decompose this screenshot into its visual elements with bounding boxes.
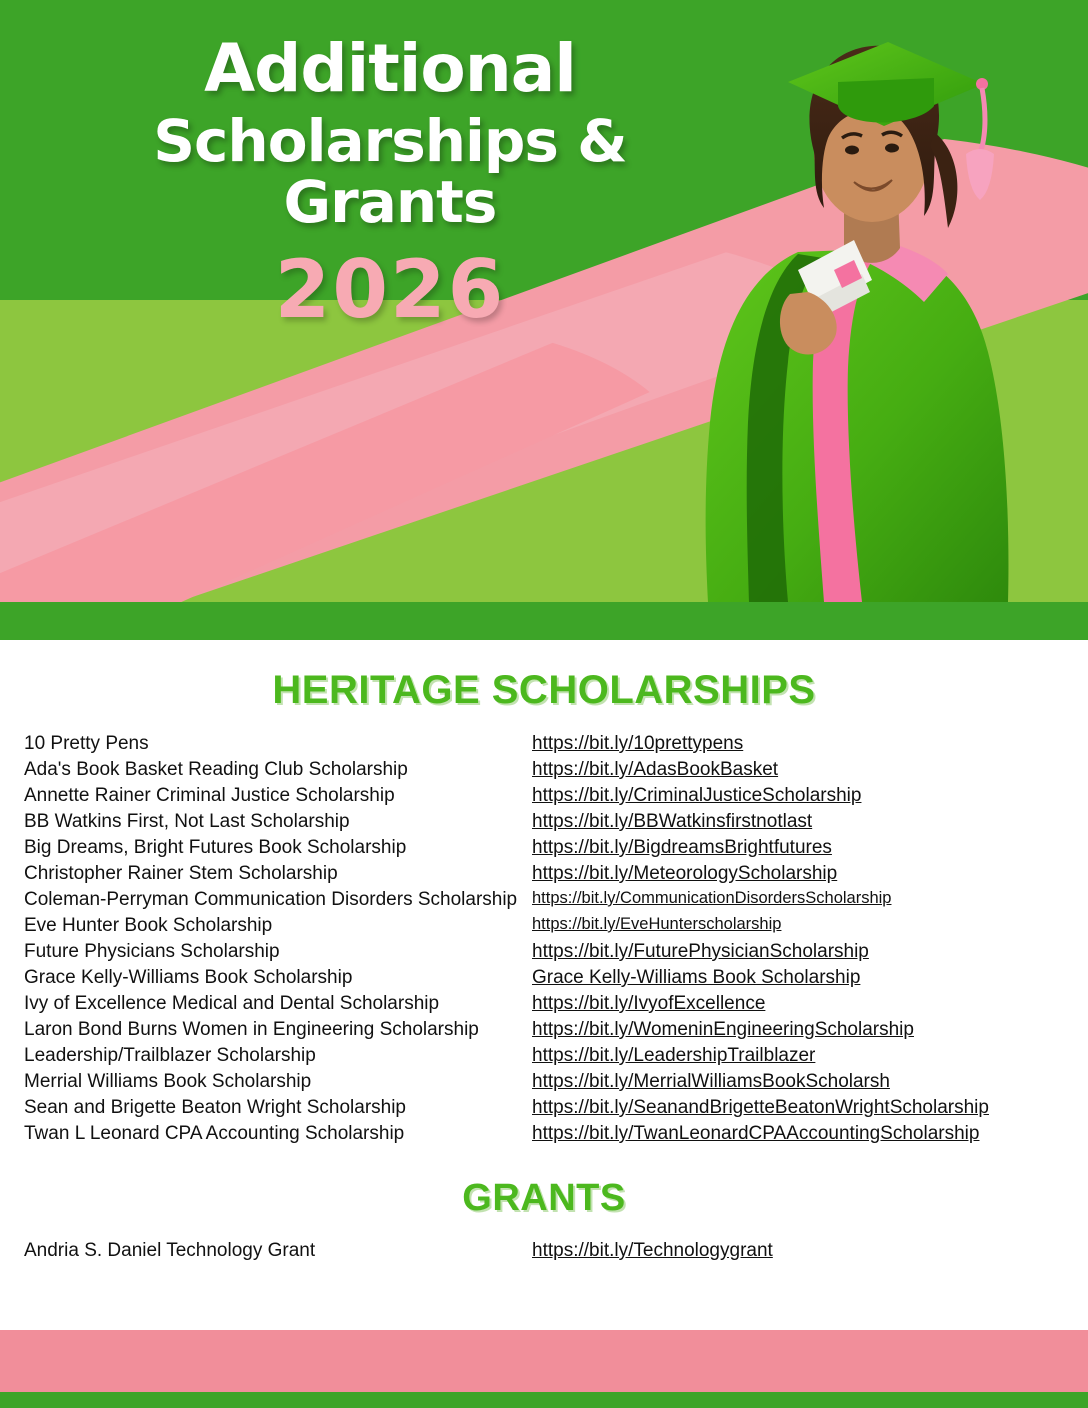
- scholarship-link[interactable]: https://bit.ly/FuturePhysicianScholarship: [532, 941, 869, 962]
- footer-green-bar: [0, 1392, 1088, 1408]
- right-eye: [885, 144, 899, 153]
- scholarship-link[interactable]: https://bit.ly/10prettypens: [532, 733, 744, 754]
- table-row: [24, 1238, 1064, 1264]
- table-row: [24, 757, 1064, 783]
- scholarship-name: Leadership/Trailblazer Scholarship: [24, 1045, 316, 1066]
- scholarship-name: Sean and Brigette Beaton Wright Scholarship: [24, 1097, 406, 1118]
- table-row: [24, 887, 1064, 913]
- scholarship-link[interactable]: https://bit.ly/MeteorologyScholarship: [532, 863, 838, 884]
- title-year: 2026: [274, 243, 506, 337]
- heritage-table-body: [24, 731, 1064, 1147]
- page-title: [40, 30, 740, 337]
- title-line-1: Additional: [204, 30, 576, 107]
- table-row: [24, 1069, 1064, 1095]
- grants-section-title: GRANTS: [462, 1177, 626, 1219]
- tassel-cord: [978, 88, 985, 158]
- scholarship-name: Laron Bond Burns Women in Engineering Scholarship: [24, 1019, 479, 1040]
- scholarship-link[interactable]: https://bit.ly/IvyofExcellence: [532, 993, 766, 1014]
- scholarship-name: Ivy of Excellence Medical and Dental Scholarship: [24, 993, 440, 1014]
- scholarship-link[interactable]: https://bit.ly/AdasBookBasket: [532, 759, 779, 780]
- table-row: [24, 913, 1064, 939]
- scholarship-link[interactable]: https://bit.ly/BigdreamsBrightfutures: [532, 837, 832, 858]
- table-row: [24, 835, 1064, 861]
- scholarship-name: Grace Kelly-Williams Book Scholarship: [24, 967, 353, 988]
- scholarship-name: Coleman-Perryman Communication Disorders Scholarship: [24, 889, 518, 910]
- grant-name: Andria S. Daniel Technology Grant: [24, 1240, 316, 1261]
- scholarship-name: Merrial Williams Book Scholarship: [24, 1071, 312, 1092]
- scholarship-link[interactable]: Grace Kelly-Williams Book Scholarship: [532, 967, 861, 988]
- scholarship-link[interactable]: https://bit.ly/WomeninEngineeringScholarship: [532, 1019, 914, 1040]
- scholarship-name: Ada's Book Basket Reading Club Scholarship: [24, 759, 408, 780]
- grant-link[interactable]: https://bit.ly/Technologygrant: [532, 1240, 773, 1261]
- heritage-scholarships-table: [24, 731, 1064, 1147]
- scholarship-name: Eve Hunter Book Scholarship: [24, 915, 273, 936]
- scholarship-link[interactable]: https://bit.ly/EveHunterscholarship: [532, 915, 782, 933]
- table-row: [24, 809, 1064, 835]
- scholarship-name: Future Physicians Scholarship: [24, 941, 280, 962]
- scholarship-name: Christopher Rainer Stem Scholarship: [24, 863, 338, 884]
- scholarship-link[interactable]: https://bit.ly/SeanandBrigetteBeatonWrightScholarship: [532, 1097, 989, 1118]
- table-row: [24, 1095, 1064, 1121]
- scholarship-name: 10 Pretty Pens: [24, 733, 149, 754]
- table-row: [24, 1043, 1064, 1069]
- scholarship-link[interactable]: https://bit.ly/LeadershipTrailblazer: [532, 1045, 816, 1066]
- grants-table-body: [24, 1238, 1064, 1264]
- table-row: [24, 783, 1064, 809]
- scholarship-name: Twan L Leonard CPA Accounting Scholarship: [24, 1123, 405, 1144]
- table-row: [24, 731, 1064, 757]
- scholarship-link[interactable]: https://bit.ly/CriminalJusticeScholarship: [532, 785, 862, 806]
- content-area: [0, 640, 1088, 1264]
- table-row: [24, 1017, 1064, 1043]
- hair-side: [930, 132, 957, 228]
- table-row: [24, 939, 1064, 965]
- table-row: [24, 1121, 1064, 1147]
- tassel: [966, 149, 994, 200]
- heritage-section-title: HERITAGE SCHOLARSHIPS: [272, 668, 816, 712]
- scholarship-link[interactable]: https://bit.ly/TwanLeonardCPAAccountingScholarship: [532, 1123, 980, 1144]
- hero-bottom-bar: [0, 602, 1088, 640]
- table-row: [24, 991, 1064, 1017]
- hero-banner: [0, 0, 1088, 640]
- title-line-2: Scholarships & Grants: [153, 107, 627, 237]
- scholarship-link[interactable]: https://bit.ly/BBWatkinsfirstnotlast: [532, 811, 813, 832]
- scholarship-name: Annette Rainer Criminal Justice Scholarship: [24, 785, 395, 806]
- scholarship-name: BB Watkins First, Not Last Scholarship: [24, 811, 350, 832]
- grants-table: [24, 1238, 1064, 1264]
- scholarship-link[interactable]: https://bit.ly/MerrialWilliamsBookScholarsh: [532, 1071, 890, 1092]
- table-row: [24, 861, 1064, 887]
- scholarship-link[interactable]: https://bit.ly/CommunicationDisordersScholarship: [532, 889, 892, 907]
- scholarship-name: Big Dreams, Bright Futures Book Scholarship: [24, 837, 407, 858]
- table-row: [24, 965, 1064, 991]
- left-eye: [845, 146, 859, 155]
